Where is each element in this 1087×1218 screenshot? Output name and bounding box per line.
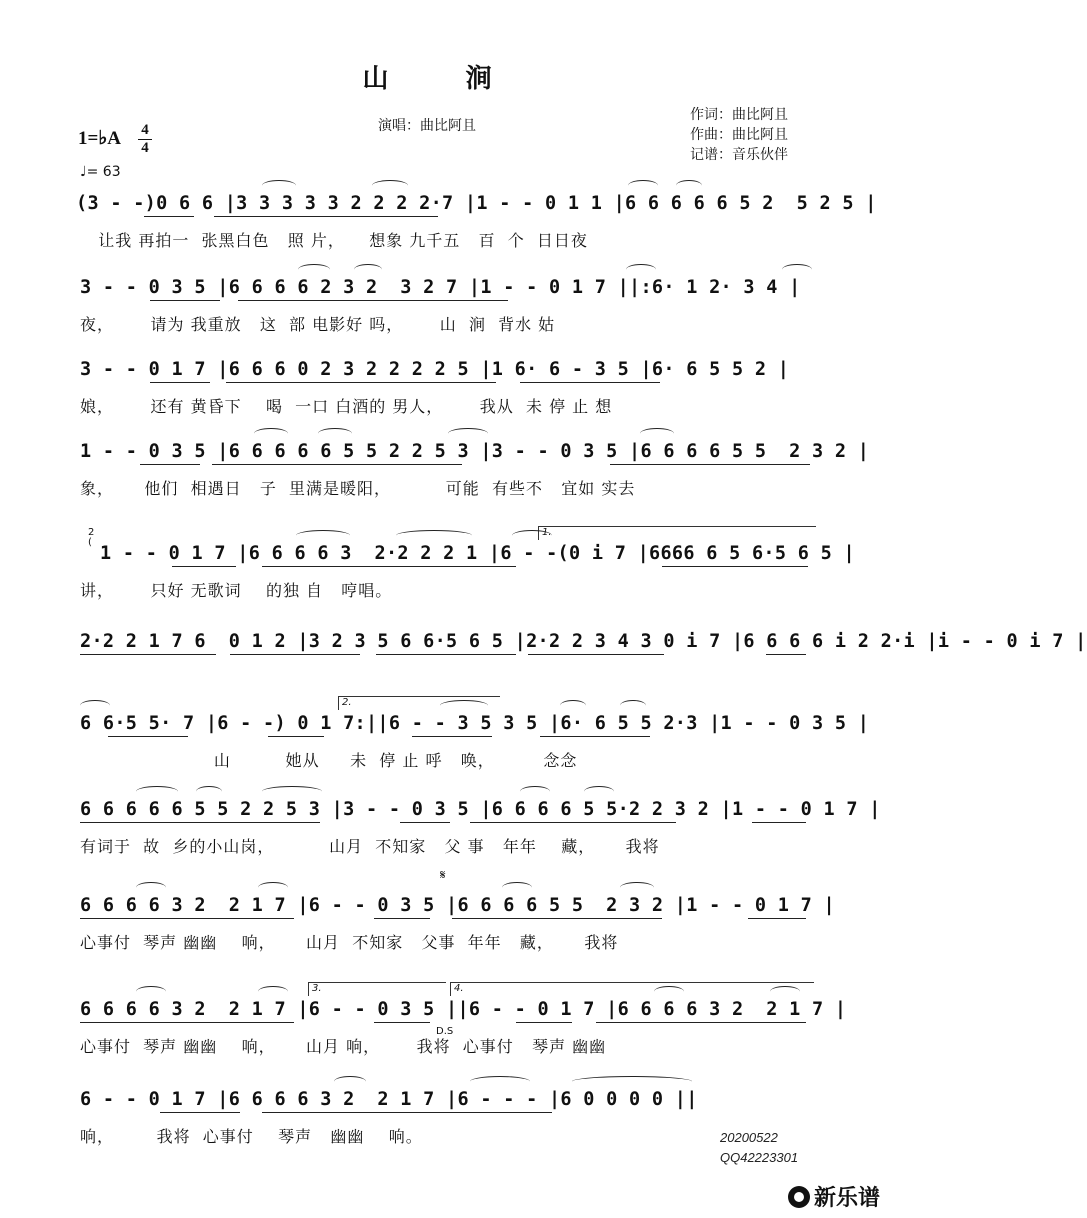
beam-underline — [748, 918, 806, 919]
beam-underline — [516, 1022, 572, 1023]
beam-underline — [172, 566, 236, 567]
beam-underline — [374, 1022, 430, 1023]
slur — [136, 882, 166, 893]
transcription-date: 20200522 — [720, 1130, 778, 1145]
beam-underline — [150, 300, 220, 301]
slur — [262, 786, 322, 797]
slur — [620, 700, 646, 711]
lyrics-line: 有词于 故 乡的小山岗， 山月 不知家 父 事 年年 藏， 我将 — [80, 837, 660, 856]
lyrics-line: 心事付 琴声 幽幽 响， 山月 不知家 父事 年年 藏， 我将 — [80, 933, 619, 952]
beam-underline — [752, 822, 806, 823]
beam-underline — [540, 736, 650, 737]
beam-underline — [140, 464, 200, 465]
notation-line: 6 6 6 6 6 5 5 2 2 5 3 |3 - - 0 3 5 |6 6 6 6 5 5·2 2 3 2 |1 - - 0 1 7 | — [80, 799, 881, 820]
beam-underline — [766, 654, 806, 655]
slur — [136, 786, 178, 797]
lyrics-line: 象， 他们 相遇日 子 里满是暖阳， 可能 有些不 宜如 实去 — [80, 479, 636, 498]
notation-line: 6 - - 0 1 7 |6 6 6 6 3 2 2 1 7 |6 - - - |6 0 0 0 0 || — [80, 1089, 698, 1110]
notation-line: 3 - - 0 3 5 |6 6 6 6 2 3 2 3 2 7 |1 - - 0 1 7 ||:6· 1 2· 3 4 | — [80, 277, 801, 298]
slur — [628, 180, 658, 191]
beam-underline — [376, 654, 516, 655]
notation-line: 1 - - 0 1 7 |6 6 6 6 3 2·2 2 2 1 |6 - -(0 i 7 |6666 6 5 6·5 6 5 | — [100, 543, 855, 564]
slur — [298, 264, 330, 275]
lyrics-line: 让我 再拍一 张黑白色 照 片， 想象 九千五 百 个 日日夜 — [80, 231, 588, 250]
record-icon — [788, 1186, 810, 1208]
beam-underline — [214, 216, 438, 217]
beam-underline — [80, 1022, 294, 1023]
key-signature: 1=♭A — [78, 128, 122, 149]
beam-underline — [160, 1112, 240, 1113]
lyrics-line: 山 她从 未 停 止 呼 唤， 念念 — [80, 751, 578, 770]
slur — [470, 1076, 530, 1087]
tempo-marking: ♩= 63 — [80, 164, 121, 180]
slur — [770, 986, 800, 997]
slur — [584, 786, 614, 797]
slur — [626, 264, 656, 275]
beam-underline — [230, 654, 360, 655]
beam-underline — [520, 382, 660, 383]
lyrics-line: 讲， 只好 无歌词 的独 自 哼唱。 — [80, 581, 393, 600]
slur — [196, 786, 222, 797]
lyrics-line: 娘， 还有 黄昏下 喝 一口 白酒的 男人， 我从 未 停 止 想 — [80, 397, 613, 416]
notation-line: 6 6 6 6 3 2 2 1 7 |6 - - 0 3 5 ||6 - - 0 1 7 |6 6 6 6 3 2 2 1 7 | — [80, 999, 847, 1020]
slur — [640, 428, 674, 439]
lyrics-line: 响， 我将 心事付 琴声 幽幽 响。 — [80, 1127, 423, 1146]
beam-underline — [452, 918, 662, 919]
volta-bracket-2: 2. — [338, 696, 500, 710]
time-signature — [138, 123, 152, 156]
site-logo — [788, 1181, 880, 1212]
slur — [448, 428, 488, 439]
segno-sign: 𝄋 — [440, 868, 446, 883]
slur — [560, 700, 586, 711]
slur — [296, 530, 350, 541]
beam-underline — [470, 822, 676, 823]
transcriber-credit: 记谱：音乐伙伴 — [690, 147, 788, 163]
performer-credit: 演唱：曲比阿且 — [378, 118, 476, 134]
notation-line: 6 6·5 5· 7 |6 - -) 0 1 7:||6 - - 3 5 3 5 |6· 6 5 5 2·3 |1 - - 0 3 5 | — [80, 713, 870, 734]
contact-qq: QQ42223301 — [720, 1150, 799, 1165]
slur — [334, 1076, 366, 1087]
beam-underline — [238, 300, 508, 301]
beam-underline — [528, 654, 664, 655]
beam-underline — [144, 216, 194, 217]
beam-underline — [262, 1112, 552, 1113]
beam-underline — [212, 464, 462, 465]
slur — [502, 882, 532, 893]
lyricist-credit: 作词：曲比阿且 — [690, 107, 788, 123]
slur — [676, 180, 702, 191]
beam-underline — [400, 822, 450, 823]
slur — [254, 428, 288, 439]
time-signature-bottom: 4 — [141, 140, 149, 156]
volta-bracket-4: 4. — [450, 982, 814, 996]
volta-bracket-3: 3. — [308, 982, 446, 996]
lyrics-line: 夜， 请为 我重放 这 部 电影好 吗， 山 涧 背水 姑 — [80, 315, 556, 334]
beam-underline — [108, 736, 188, 737]
beam-underline — [412, 736, 492, 737]
slur — [372, 180, 408, 191]
beam-underline — [80, 918, 294, 919]
notation-line: 3 - - 0 1 7 |6 6 6 0 2 3 2 2 2 2 5 |1 6· 6 - 3 5 |6· 6 5 5 2 | — [80, 359, 790, 380]
beam-underline — [268, 736, 324, 737]
beam-underline — [262, 566, 516, 567]
slur — [258, 882, 288, 893]
beam-underline — [80, 822, 320, 823]
slur — [354, 264, 382, 275]
composer-credit: 作曲：曲比阿且 — [690, 127, 788, 143]
beam-underline — [596, 1022, 806, 1023]
slur — [520, 786, 550, 797]
site-logo-text: 新乐谱 — [813, 1186, 880, 1211]
lyrics-line: 心事付 琴声 幽幽 响， 山月 响， 我将 心事付 琴声 幽幽 — [80, 1037, 607, 1056]
slur — [512, 530, 552, 541]
slur — [136, 986, 166, 997]
slur — [262, 180, 296, 191]
slur — [396, 530, 472, 541]
beam-underline — [374, 918, 430, 919]
beam-underline — [150, 382, 210, 383]
beam-underline — [610, 464, 810, 465]
notation-line: (3 - -)0 6 6 |3 3 3 3 3 2 2 2 2·7 |1 - - 0 1 1 |6 6 6 6 6 5 2 5 2 5 | — [76, 193, 877, 214]
notation-line: 2·2 2 1 7 6 0 1 2 |3 2 3 5 6 6·5 6 5 |2·2 2 3 4 3 0 i 7 |6 6 6 6 i 2 2·i |i - - 0 i 7 | — [80, 631, 1087, 652]
slur — [318, 428, 352, 439]
volta-bracket-1: 1. — [538, 526, 816, 540]
beam-underline — [80, 654, 216, 655]
notation-line: 1 - - 0 3 5 |6 6 6 6 6 5 5 2 2 5 3 |3 - - 0 3 5 |6 6 6 6 5 5 2 3 2 | — [80, 441, 870, 462]
tie — [572, 1076, 692, 1087]
breath-mark: 2 ( — [88, 527, 95, 548]
slur — [258, 986, 288, 997]
time-signature-top: 4 — [141, 122, 149, 138]
slur — [440, 700, 488, 711]
beam-underline — [662, 566, 808, 567]
slur — [782, 264, 812, 275]
slur — [654, 986, 684, 997]
dal-segno-mark: D.S — [436, 1026, 454, 1037]
beam-underline — [226, 382, 496, 383]
page-title: 山 涧 — [362, 64, 526, 94]
slur — [620, 882, 654, 893]
slur — [80, 700, 110, 711]
notation-line: 6 6 6 6 3 2 2 1 7 |6 - - 0 3 5 |6 6 6 6 5 5 2 3 2 |1 - - 0 1 7 | — [80, 895, 835, 916]
